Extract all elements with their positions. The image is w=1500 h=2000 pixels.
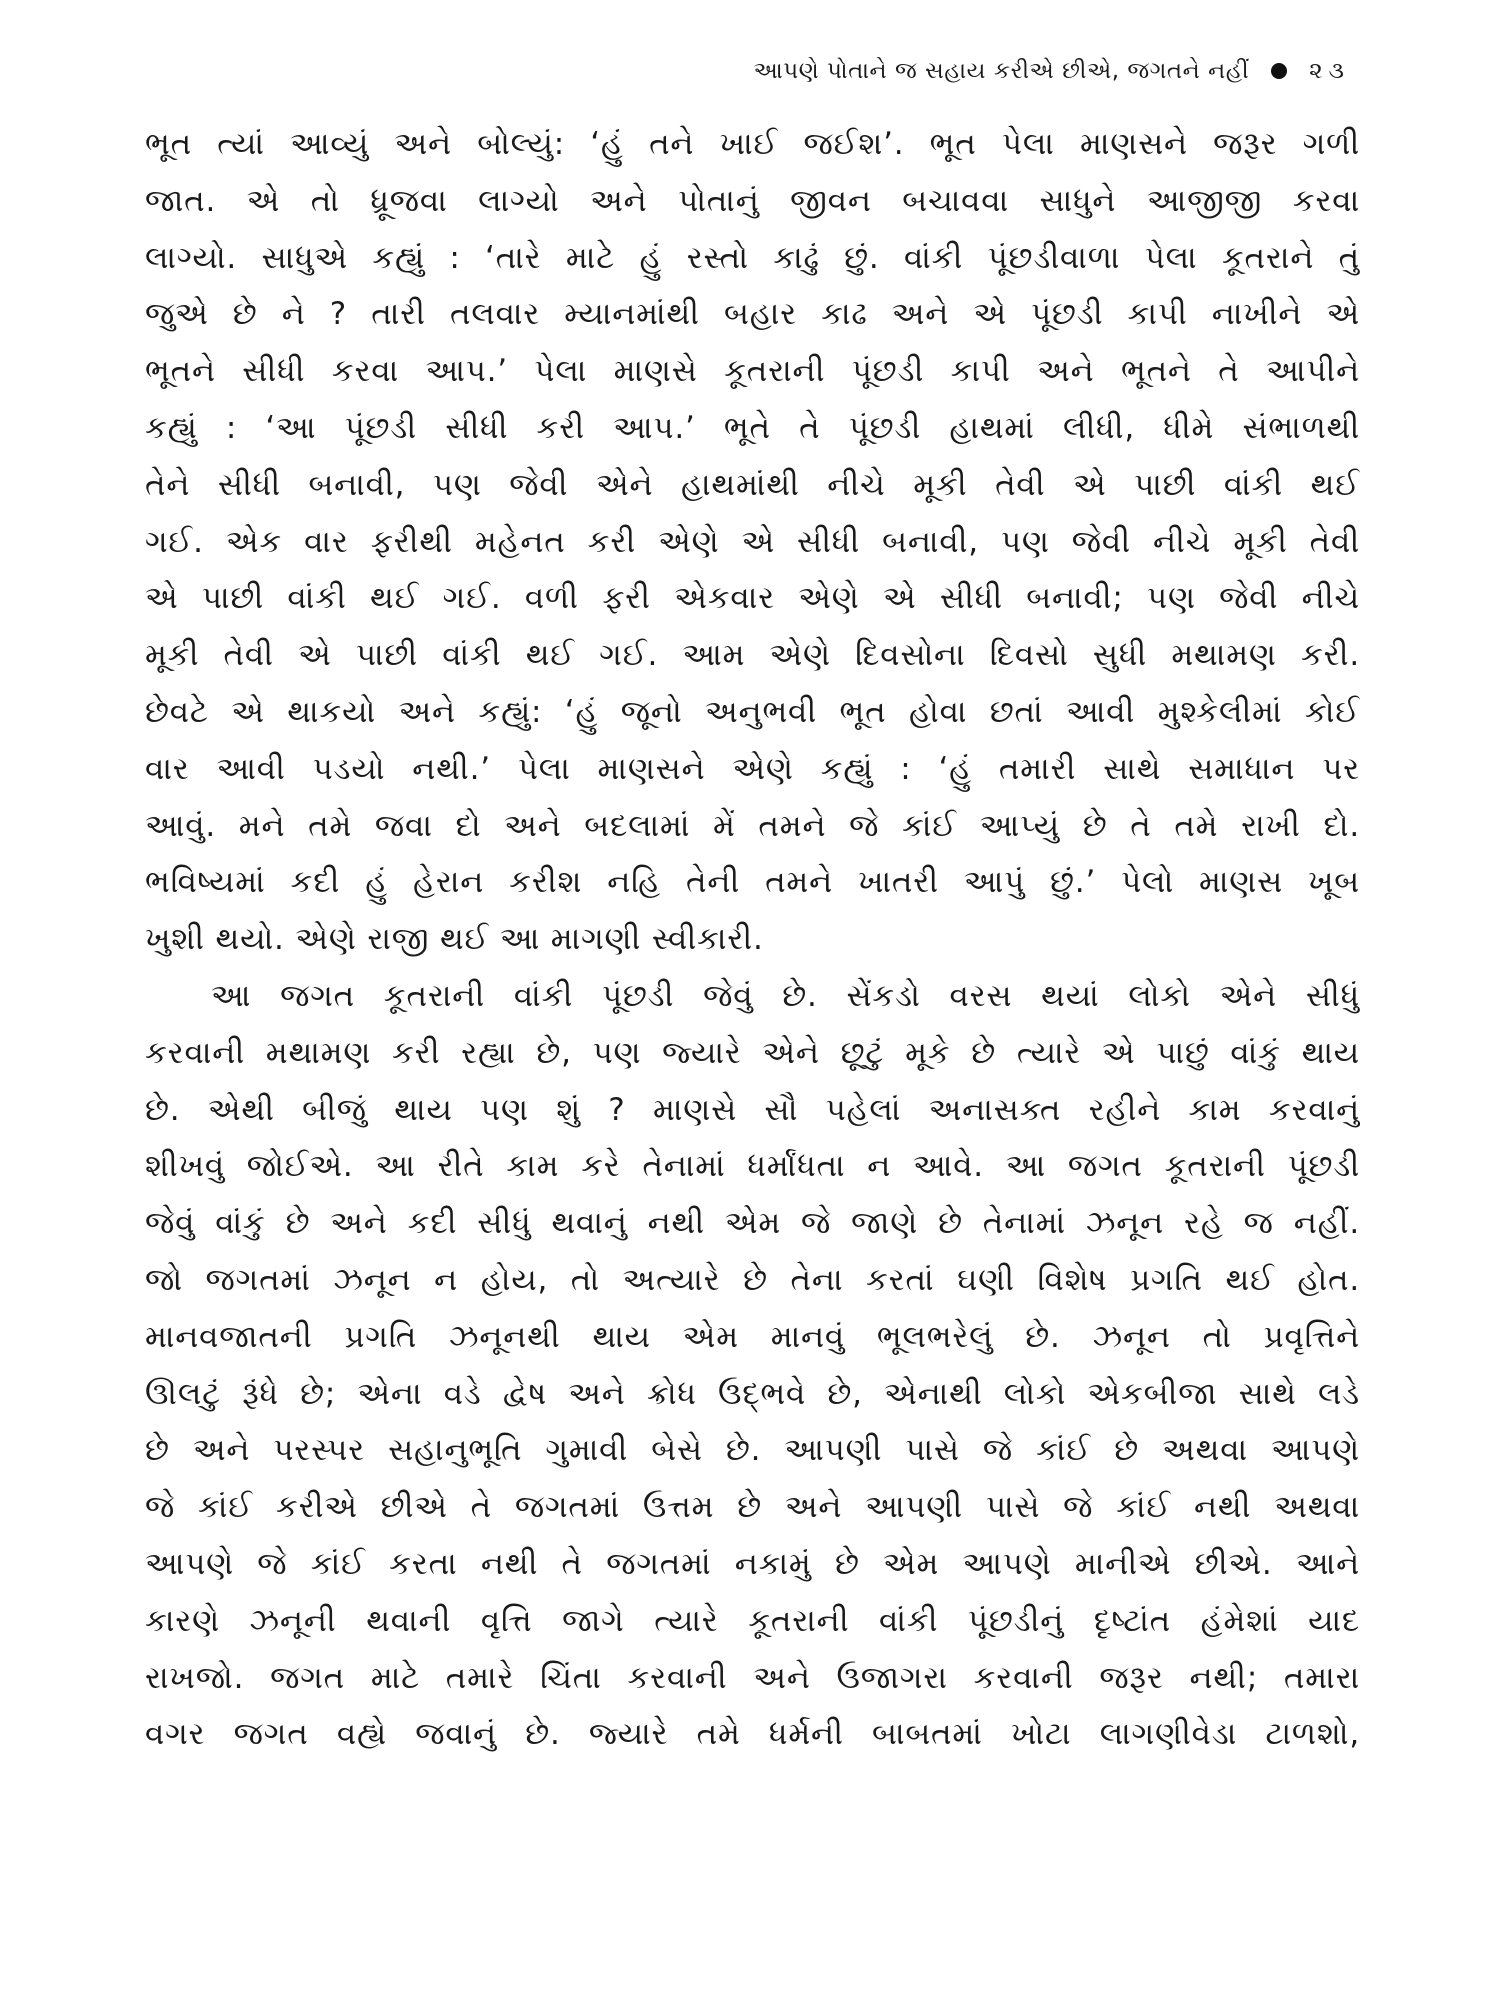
bullet-dot-icon: [1271, 63, 1287, 79]
text-line: કારણે ઝનૂની થવાની વૃત્તિ જાગે ત્યારે કૂતરાની વાંકી પૂંછડીનું દૃષ્ટાંત હંમેશાં યાદ: [145, 1602, 1360, 1639]
text-line: વાર આવી પડયો નથી.’ પેલા માણસને એણે કહ્યું : ‘હું તમારી સાથે સમાધાન પર: [145, 750, 1360, 787]
body-text: [145, 116, 1360, 1763]
text-line: કરવાની મથામણ કરી રહ્યા છે, પણ જ્યારે એને છૂટું મૂકે છે ત્યારે એ પાછું વાંકું થાય: [145, 1034, 1360, 1071]
text-line: આવું. મને તમે જવા દો અને બદલામાં મેં તમને જે કાંઈ આપ્યું છે તે તમે રાખી દો.: [145, 807, 1360, 844]
text-line: જાત. એ તો ધ્રૂજવા લાગ્યો અને પોતાનું જીવન બચાવવા સાધુને આજીજી કરવા: [145, 182, 1360, 219]
text-line: શીખવું જોઈએ. આ રીતે કામ કરે તેનામાં ધર્માંધતા ન આવે. આ જગત કૂતરાની પૂંછડી: [145, 1148, 1360, 1185]
running-header: [140, 58, 1350, 84]
text-line: વગર જગત વહ્યે જવાનું છે. જ્યારે તમે ધર્મની બાબતમાં ખોટા લાગણીવેડા ટાળશો,: [145, 1716, 1360, 1753]
text-line: જુએ છે ને ? તારી તલવાર મ્યાનમાંથી બહાર કાઢ અને એ પૂંછડી કાપી નાખીને એ: [145, 296, 1360, 333]
text-line: આ જગત કૂતરાની વાંકી પૂંછડી જેવું છે. સેંકડો વરસ થયાં લોકો એને સીધું: [211, 977, 1360, 1014]
text-line: એ પાછી વાંકી થઈ ગઈ. વળી ફરી એકવાર એણે એ સીધી બનાવી; પણ જેવી નીચે: [145, 580, 1360, 617]
text-line: ભવિષ્યમાં કદી હું હેરાન કરીશ નહિ તેની તમને ખાતરી આપું છું.’ પેલો માણસ ખૂબ: [145, 864, 1360, 901]
running-title: આપણે પોતાને જ સહાય કરીએ છીએ, જગતને નહીં: [753, 58, 1250, 84]
text-line: જો જગતમાં ઝનૂન ન હોય, તો અત્યારે છે તેના કરતાં ઘણી વિશેષ પ્રગતિ થઈ હોત.: [145, 1261, 1360, 1298]
text-line: જેવું વાંકું છે અને કદી સીધું થવાનું નથી એમ જે જાણે છે તેનામાં ઝનૂન રહે જ નહીં.: [145, 1205, 1360, 1242]
text-line: છેવટે એ થાકયો અને કહ્યું: ‘હું જૂનો અનુભવી ભૂત હોવા છતાં આવી મુશ્કેલીમાં કોઈ: [145, 693, 1360, 730]
text-line: મૂકી તેવી એ પાછી વાંકી થઈ ગઈ. આમ એણે દિવસોના દિવસો સુધી મથામણ કરી.: [145, 637, 1360, 674]
page-number: ૨૩: [1309, 58, 1350, 84]
text-line: લાગ્યો. સાધુએ કહ્યું : ‘તારે માટે હું રસ્તો કાઢું છું. વાંકી પૂંછડીવાળા પેલા કૂતરાને તું: [145, 239, 1360, 276]
text-line: ભૂતને સીધી કરવા આપ.’ પેલા માણસે કૂતરાની પૂંછડી કાપી અને ભૂતને તે આપીને: [145, 353, 1360, 390]
text-line: છે. એથી બીજું થાય પણ શું ? માણસે સૌ પહેલાં અનાસક્ત રહીને કામ કરવાનું: [145, 1091, 1360, 1128]
text-line: છે અને પરસ્પર સહાનુભૂતિ ગુમાવી બેસે છે. આપણી પાસે જે કાંઈ છે અથવા આપણે: [145, 1432, 1360, 1469]
text-line: માનવજાતની પ્રગતિ ઝનૂનથી થાય એમ માનવું ભૂલભરેલું છે. ઝનૂન તો પ્રવૃત્તિને: [145, 1318, 1360, 1355]
paragraph-2: [145, 968, 1360, 1763]
text-line: ભૂત ત્યાં આવ્યું અને બોલ્યું: ‘હું તને ખાઈ જઈશ’. ભૂત પેલા માણસને જરૂર ગળી: [145, 126, 1360, 162]
text-line: આપણે જે કાંઈ કરતા નથી તે જગતમાં નકામું છે એમ આપણે માનીએ છીએ. આને: [145, 1545, 1360, 1582]
text-line: તેને સીધી બનાવી, પણ જેવી એને હાથમાંથી નીચે મૂકી તેવી એ પાછી વાંકી થઈ: [145, 466, 1360, 503]
text-line: જે કાંઈ કરીએ છીએ તે જગતમાં ઉત્તમ છે અને આપણી પાસે જે કાંઈ નથી અથવા: [145, 1489, 1360, 1526]
text-line: ઊલટું રૂંધે છે; એના વડે દ્વેષ અને ક્રોધ ઉદ્ભવે છે, એનાથી લોકો એકબીજા સાથે લડે: [145, 1375, 1360, 1412]
text-line: કહ્યું : ‘આ પૂંછડી સીધી કરી આપ.’ ભૂતે તે પૂંછડી હાથમાં લીધી, ધીમે સંભાળથી: [145, 409, 1360, 446]
text-line: રાખજો. જગત માટે તમારે ચિંતા કરવાની અને ઉજાગરા કરવાની જરૂર નથી; તમારા: [145, 1659, 1360, 1696]
text-line: ખુશી થયો. એણે રાજી થઈ આ માગણી સ્વીકારી.: [145, 921, 764, 958]
text-line: ગઈ. એક વાર ફરીથી મહેનત કરી એણે એ સીધી બનાવી, પણ જેવી નીચે મૂકી તેવી: [145, 523, 1360, 560]
paragraph-1: [145, 116, 1360, 968]
